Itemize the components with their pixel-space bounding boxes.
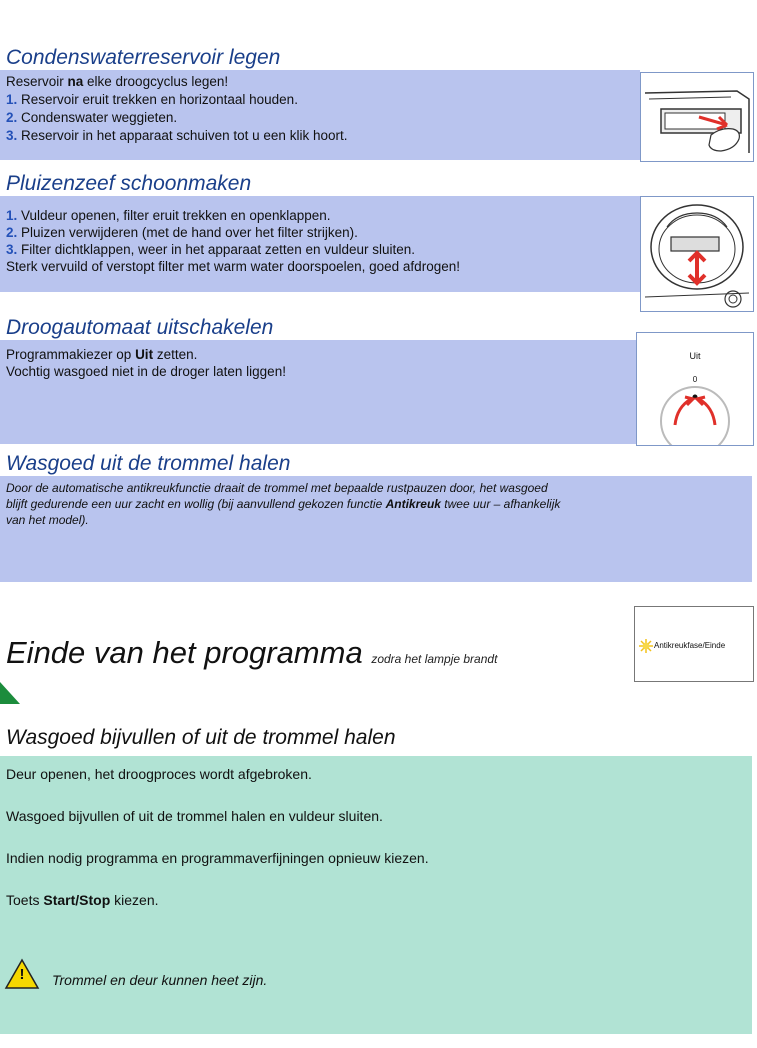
uitschakelen-line-1: Programmakiezer op Uit zetten. xyxy=(6,347,198,362)
pluizenzeef-step-1: 1. Vuldeur openen, filter eruit trekken en openklappen. xyxy=(6,208,331,223)
section-heading-bijvullen: Wasgoed bijvullen of uit de trommel halen xyxy=(6,726,396,749)
bijvullen-line-1: Deur openen, het droogproces wordt afgebroken. xyxy=(6,766,312,782)
reservoir-illustration xyxy=(640,72,754,162)
trommel-para-line-3: van het model). xyxy=(6,513,89,527)
bijvullen-toets-line: Toets Start/Stop kiezen. xyxy=(6,892,159,908)
reservoir-step-1: 1. Reservoir eruit trekken en horizontaal houden. xyxy=(6,92,298,107)
lint-filter-illustration xyxy=(640,196,754,312)
trommel-para-line-1: Door de automatische antikreukfunctie draait de trommel met bepaalde rustpauzen door, het wasgoed xyxy=(6,481,548,495)
reservoir-intro: Reservoir na elke droogcyclus legen! xyxy=(6,74,229,89)
reservoir-step-2: 2. Condenswater weggieten. xyxy=(6,110,178,125)
lamp-indicator-panel xyxy=(634,606,754,682)
section-heading-pluizenzeef: Pluizenzeef schoonmaken xyxy=(6,172,252,195)
bijvullen-line-3: Indien nodig programma en programmaverfijningen opnieuw kiezen. xyxy=(6,850,429,866)
dial-zero-mark: 0 xyxy=(692,375,698,384)
program-dial-illustration xyxy=(636,332,754,446)
end-subtitle: zodra het lampje brandt xyxy=(371,652,498,666)
lamp-label: Antikreukfase/Einde xyxy=(654,641,726,650)
warning-mark: ! xyxy=(19,966,25,983)
end-title: Einde van het programma zodra het lampje brandt xyxy=(6,635,498,670)
bijvullen-line-2: Wasgoed bijvullen of uit de trommel halen en vuldeur sluiten. xyxy=(6,808,383,824)
section-heading-trommel: Wasgoed uit de trommel halen xyxy=(6,452,291,475)
pluizenzeef-step-2: 2. Pluizen verwijderen (met de hand over het filter strijken). xyxy=(6,225,358,240)
pluizenzeef-note: Sterk vervuild of verstopt filter met warm water doorspoelen, goed afdrogen! xyxy=(6,259,460,274)
section-heading-uitschakelen: Droogautomaat uitschakelen xyxy=(6,316,274,339)
dial-label: Uit xyxy=(689,351,701,361)
lamp-icon xyxy=(639,639,653,653)
warning-text: Trommel en deur kunnen heet zijn. xyxy=(52,972,268,988)
trommel-para-line-2: blijft gedurende een uur zacht en wollig (bij aanvullend gekozen functie Antikreuk twee uur – afhankelijk xyxy=(6,497,561,511)
section-heading-reservoir: Condenswaterreservoir legen xyxy=(6,46,281,69)
reservoir-step-3: 3. Reservoir in het apparaat schuiven tot u een klik hoort. xyxy=(6,128,348,143)
green-triangle-marker xyxy=(0,682,20,704)
pluizenzeef-step-3: 3. Filter dichtklappen, weer in het apparaat zetten en vuldeur sluiten. xyxy=(6,242,416,257)
uitschakelen-line-2: Vochtig wasgoed niet in de droger laten liggen! xyxy=(6,364,286,379)
